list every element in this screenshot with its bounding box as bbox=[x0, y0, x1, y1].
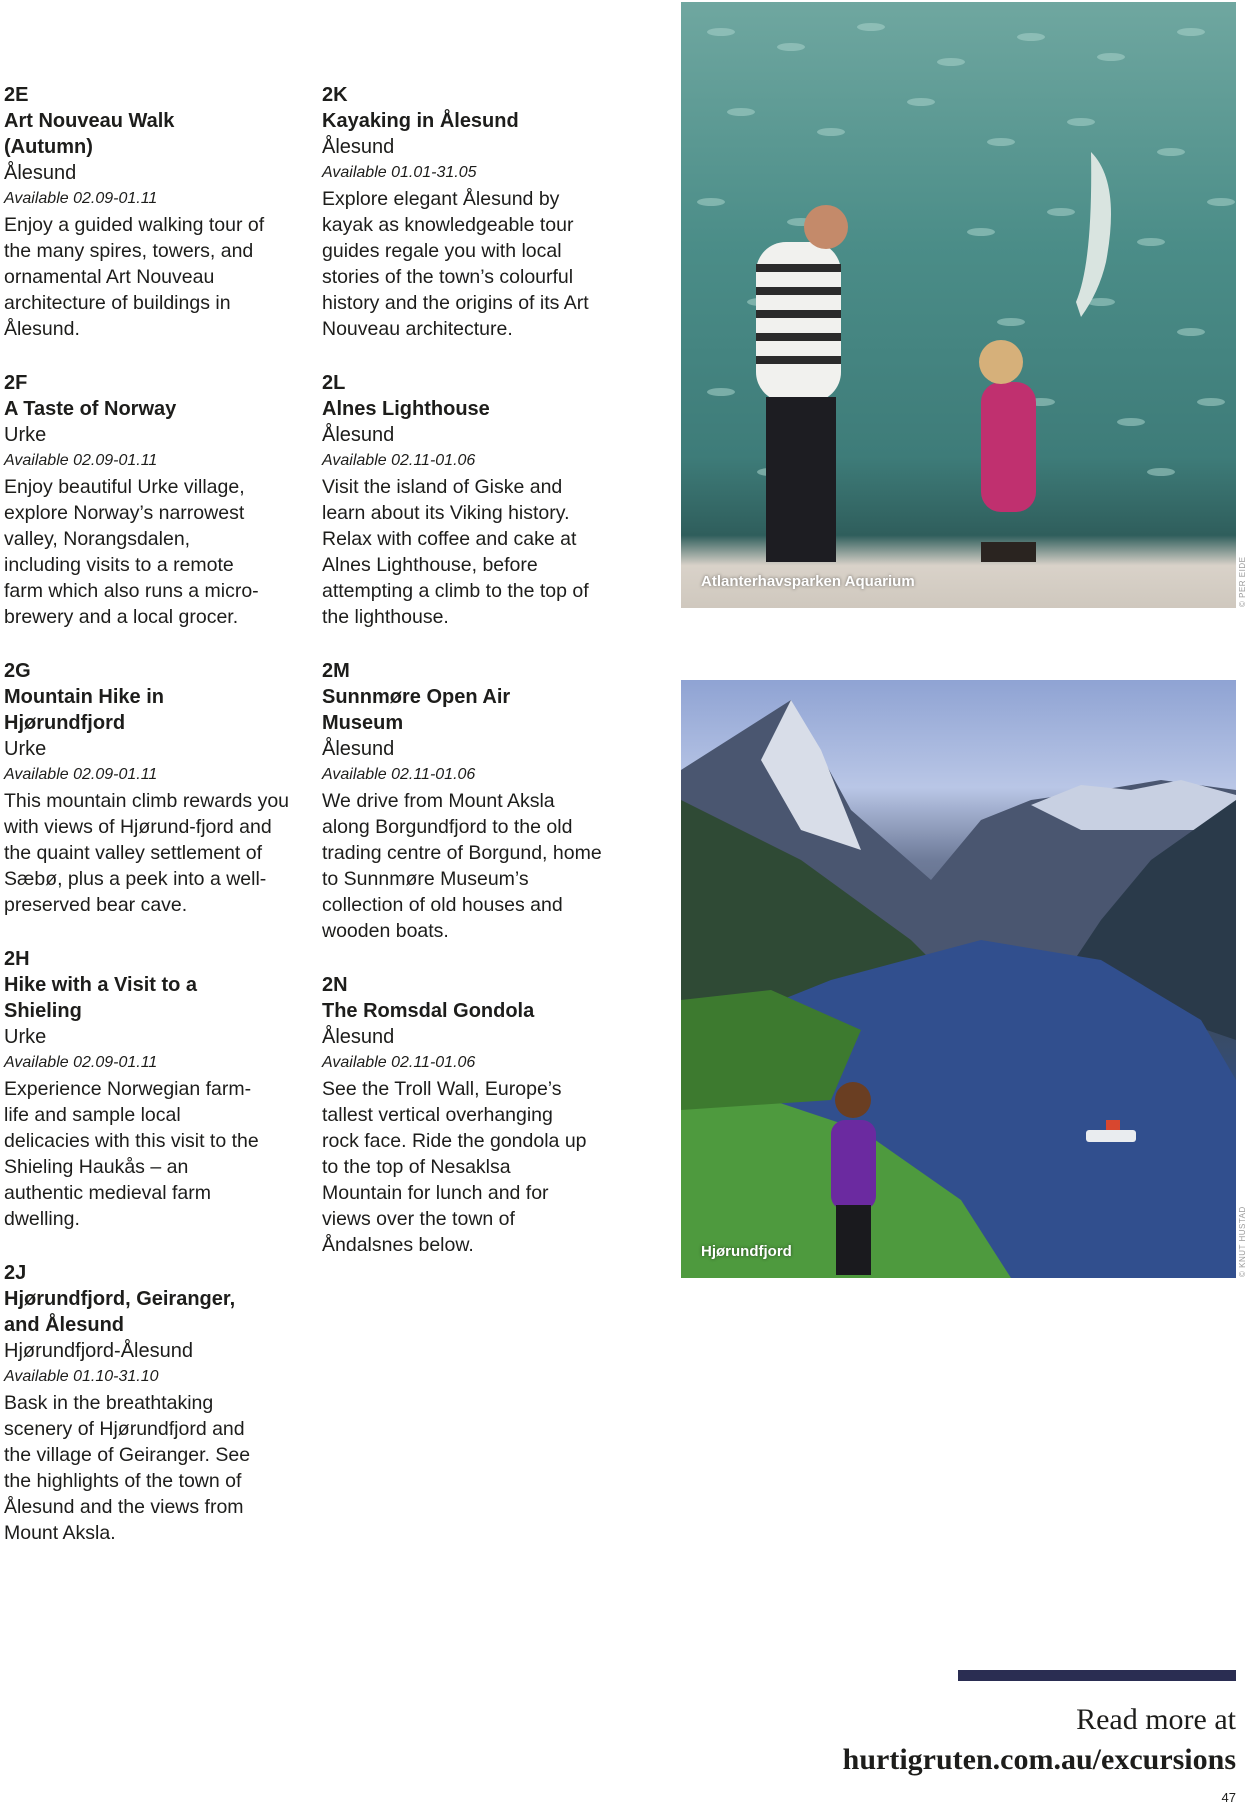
excursion-location: Urke bbox=[4, 424, 47, 446]
excursion-availability: Available 02.11-01.06 bbox=[322, 1054, 476, 1071]
excursion-availability: Available 02.09-01.11 bbox=[4, 766, 158, 783]
footer-divider bbox=[958, 1670, 1236, 1681]
excursions-link[interactable]: hurtigruten.com.au/excursions bbox=[842, 1743, 1236, 1776]
excursion-availability: Available 02.09-01.11 bbox=[4, 190, 158, 207]
excursion-availability: Available 01.10-31.10 bbox=[4, 1368, 159, 1385]
excursion-description: See the Troll Wall, Europe’s tallest vertical overhanging rock face. Ride the gondola up to the top of Nesaklsa Mountain for lunch and for views over the town of Åndalsnes below. bbox=[322, 1078, 587, 1256]
excursion-availability: Available 02.11-01.06 bbox=[322, 452, 476, 469]
excursion-description: Visit the island of Giske and learn about its Viking history. Relax with coffee and cake at Alnes Lighthouse, before attempting a climb to the top of the lighthouse. bbox=[322, 476, 589, 628]
excursion-code: 2H bbox=[4, 948, 30, 970]
excursion-title: Hjørundfjord, Geiranger, and Ålesund bbox=[4, 1288, 236, 1336]
excursion-location: Ålesund bbox=[322, 1026, 395, 1048]
excursion-description: Experience Norwegian farm-life and sample local delicacies with this visit to the Shieling Haukås – an authentic medieval farm dwelling. bbox=[4, 1078, 259, 1230]
aquarium-illustration bbox=[681, 2, 1236, 608]
excursion-title: Alnes Lighthouse bbox=[322, 398, 490, 420]
excursion-title: Art Nouveau Walk (Autumn) bbox=[4, 110, 175, 158]
page-number: 47 bbox=[1221, 1790, 1236, 1805]
photo-caption: Hjørundfjord bbox=[701, 1243, 792, 1260]
excursion-description: We drive from Mount Aksla along Borgundfjord to the old trading centre of Borgund, home to Sunnmøre Museum’s collection of old houses and wooden boats. bbox=[322, 790, 602, 942]
excursion-location: Ålesund bbox=[322, 424, 395, 446]
excursion-availability: Available 02.09-01.11 bbox=[4, 1054, 158, 1071]
excursion-code: 2J bbox=[4, 1262, 27, 1284]
excursion-code: 2L bbox=[322, 372, 346, 394]
excursion-code: 2M bbox=[322, 660, 350, 682]
excursion-title: Hike with a Visit to a Shieling bbox=[4, 974, 198, 1022]
excursion-title: Sunnmøre Open Air Museum bbox=[322, 686, 511, 734]
excursion-availability: Available 02.09-01.11 bbox=[4, 452, 158, 469]
excursion-location: Ålesund bbox=[4, 162, 77, 184]
fjord-photo bbox=[681, 680, 1236, 1278]
excursion-availability: Available 01.01-31.05 bbox=[322, 164, 477, 181]
photo-caption: Atlanterhavsparken Aquarium bbox=[701, 573, 915, 590]
excursion-2g bbox=[4, 658, 304, 918]
excursion-description: Enjoy a guided walking tour of the many spires, towers, and ornamental Art Nouveau architecture of buildings in Ålesund. bbox=[4, 214, 265, 340]
excursion-2j bbox=[4, 1260, 304, 1546]
fjord-illustration bbox=[681, 680, 1236, 1278]
excursion-title: Kayaking in Ålesund bbox=[322, 110, 519, 132]
excursion-location: Urke bbox=[4, 1026, 47, 1048]
photo-credit: © KNUT HUSTAD bbox=[1238, 1206, 1247, 1277]
excursion-2l bbox=[322, 370, 622, 630]
read-more-block bbox=[843, 1700, 1236, 1780]
excursion-location: Hjørundfjord-Ålesund bbox=[4, 1340, 193, 1362]
excursion-title: Mountain Hike in Hjørundfjord bbox=[4, 686, 164, 734]
excursion-2k bbox=[322, 82, 622, 342]
excursion-2n bbox=[322, 972, 622, 1258]
excursion-description: Bask in the breathtaking scenery of Hjørundfjord and the village of Geiranger. See the highlights of the town of Ålesund and the views from Mount Aksla. bbox=[4, 1392, 251, 1544]
excursion-title: A Taste of Norway bbox=[4, 398, 177, 420]
excursion-title: The Romsdal Gondola bbox=[322, 1000, 535, 1022]
excursion-location: Ålesund bbox=[322, 738, 395, 760]
middle-column bbox=[322, 82, 622, 1286]
aquarium-photo bbox=[681, 2, 1236, 608]
excursion-code: 2G bbox=[4, 660, 31, 682]
left-column bbox=[4, 82, 304, 1574]
excursion-code: 2E bbox=[4, 84, 29, 106]
excursion-description: This mountain climb rewards you with views of Hjørund-fjord and the quaint valley settlement of Sæbø, plus a peek into a well-preserved bear cave. bbox=[4, 790, 290, 916]
excursion-code: 2K bbox=[322, 84, 348, 106]
photo-credit: © PER EIDE bbox=[1238, 556, 1247, 607]
excursion-2h bbox=[4, 946, 304, 1232]
excursion-availability: Available 02.11-01.06 bbox=[322, 766, 476, 783]
read-more-label: Read more at bbox=[1076, 1703, 1236, 1736]
excursion-location: Ålesund bbox=[322, 136, 395, 158]
excursion-2e bbox=[4, 82, 304, 342]
excursion-code: 2F bbox=[4, 372, 28, 394]
excursion-description: Enjoy beautiful Urke village, explore Norway’s narrowest valley, Norangsdalen, including visits to a remote farm which also runs a micro-brewery and a local grocer. bbox=[4, 476, 259, 628]
excursion-2f bbox=[4, 370, 304, 630]
excursion-code: 2N bbox=[322, 974, 348, 996]
excursion-location: Urke bbox=[4, 738, 47, 760]
excursion-description: Explore elegant Ålesund by kayak as knowledgeable tour guides regale you with local stories of the town’s colourful history and the origins of its Art Nouveau architecture. bbox=[322, 188, 589, 340]
excursion-2m bbox=[322, 658, 622, 944]
